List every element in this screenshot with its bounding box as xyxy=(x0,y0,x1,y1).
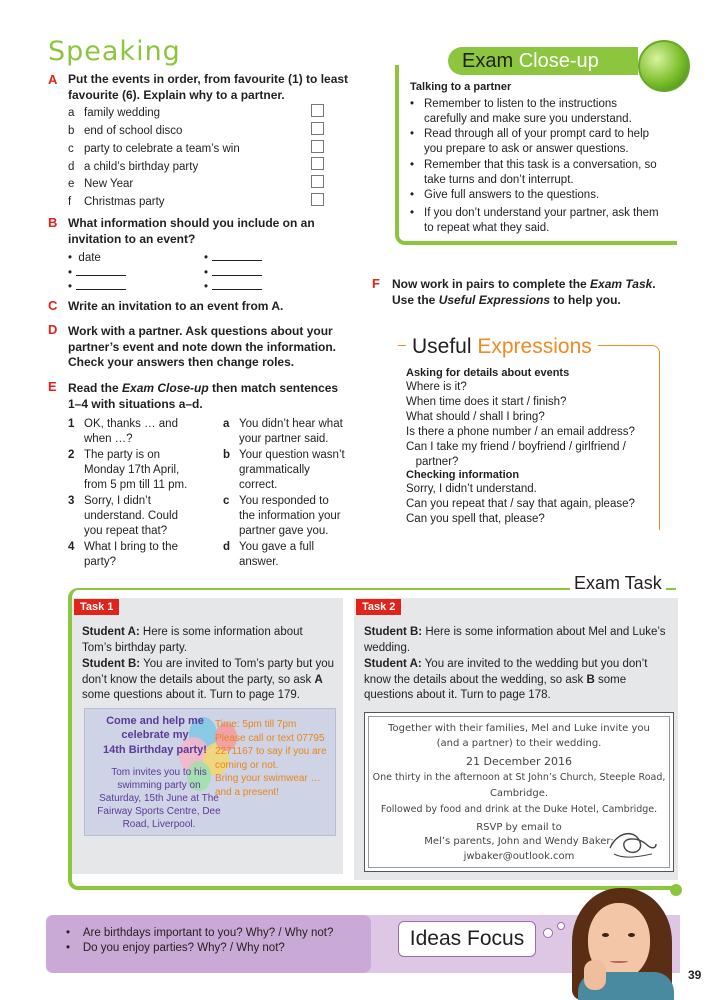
blank-field[interactable]: • xyxy=(68,266,126,281)
invite-body: Tom invites you to his swimming party on Saturday, 15th June at The Fairway Sports Centre, Dee Road, Liverpool. xyxy=(97,767,221,830)
task-1-tag: Task 1 xyxy=(74,599,119,615)
closeup-bullet: • Give full answers to the questions. xyxy=(410,189,600,201)
blank-field[interactable]: • xyxy=(68,280,126,295)
invite-details: Time: 5pm till 7pm Please call or text 07795 2271167 to say if you are coming or not. Bring your swimwear … and a present! xyxy=(215,719,327,798)
frame-dot-icon xyxy=(670,884,682,896)
expressions-heading: Asking for details about events xyxy=(406,367,570,379)
section-e-letter: E xyxy=(48,379,57,394)
rank-checkbox[interactable] xyxy=(311,157,324,170)
expression-line: What should / shall I bring? xyxy=(406,411,545,423)
blank-field[interactable]: • xyxy=(204,280,262,295)
task-2-student-b: Student B: Here is some information about Mel and Luke’s wedding. xyxy=(364,626,666,654)
page-number: 39 xyxy=(688,968,702,982)
rank-checkbox[interactable] xyxy=(311,193,324,206)
eye-icon xyxy=(602,933,609,937)
wedding-date: 21 December 2016 xyxy=(465,755,573,768)
section-c-letter: C xyxy=(48,298,58,313)
expression-line: Is there a phone number / an email address? xyxy=(406,426,635,438)
section-f-instruction: Now work in pairs to complete the Exam Task. Use the Useful Expressions to help you. xyxy=(392,277,656,307)
bullet-item: • date xyxy=(68,252,101,264)
ideas-question: • Do you enjoy parties? Why? / Why not? xyxy=(66,942,285,954)
expression-line: Sorry, I didn’t understand. xyxy=(406,483,537,495)
ideas-focus-title: Ideas Focus xyxy=(398,921,536,957)
list-item: a family wedding xyxy=(68,107,161,119)
expressions-heading: Checking information xyxy=(406,469,520,481)
thought-bubble-icon xyxy=(557,922,565,930)
section-f-letter: F xyxy=(372,276,380,291)
section-d-letter: D xyxy=(48,322,58,337)
closeup-bullet: • Remember that this task is a conversation, so take turns and don’t interrupt. xyxy=(410,159,657,186)
invite-heading: Come and help me celebrate my 14th Birthday party! xyxy=(103,715,207,756)
list-item: b end of school disco xyxy=(68,125,183,137)
section-a-letter: A xyxy=(48,72,58,87)
expression-line: partner? xyxy=(406,456,459,468)
rank-checkbox[interactable] xyxy=(311,122,324,135)
page-title: Speaking xyxy=(48,36,181,67)
exam-closeup-title: Exam Close-up xyxy=(448,47,638,75)
rank-checkbox[interactable] xyxy=(311,175,324,188)
thought-bubble-icon xyxy=(543,928,553,938)
section-b-letter: B xyxy=(48,215,58,230)
expression-line: When time does it start / finish? xyxy=(406,396,567,408)
wedding-email: jwbaker@outlook.com xyxy=(463,851,575,862)
task-1-student-a: Student A: Here is some information about Tom’s birthday party. xyxy=(82,626,303,654)
expression-line: Where is it? xyxy=(406,381,467,393)
rank-checkbox[interactable] xyxy=(311,104,324,117)
section-e-instruction: Read the Exam Close-up then match sentences 1–4 with situations a–d. xyxy=(68,381,339,411)
wedding-line: One thirty in the afternoon at St John’s Church, Steeple Road, xyxy=(372,772,666,783)
wedding-line: Together with their families, Mel and Luke invite you xyxy=(388,723,650,734)
wedding-line: (and a partner) to their wedding. xyxy=(436,738,602,749)
task-1-student-b: Student B: You are invited to Tom’s party but you don’t know the details about the party, so ask A some questions about it. Turn to page 179. xyxy=(82,658,335,702)
exam-task-title: Exam Task xyxy=(570,572,666,595)
section-c-instruction: Write an invitation to an event from A. xyxy=(68,299,284,313)
eye-icon xyxy=(628,933,635,937)
expression-line: Can you spell that, please? xyxy=(406,513,545,525)
flourish-icon xyxy=(606,826,658,860)
expression-line: Can you repeat that / say that again, please? xyxy=(406,498,635,510)
exam-closeup-subtitle: Talking to a partner xyxy=(410,81,512,93)
wedding-line: Mel’s parents, John and Wendy Baker: xyxy=(424,836,614,847)
list-item: f Christmas party xyxy=(68,196,165,208)
wedding-line: Followed by food and drink at the Duke Hotel, Cambridge. xyxy=(380,804,658,815)
list-item: c party to celebrate a team’s win xyxy=(68,143,240,155)
blank-field[interactable]: • xyxy=(204,251,262,266)
section-d-instruction: Work with a partner. Ask questions about your partner’s event and note down the information. Check your answers then change roles. xyxy=(68,324,337,370)
section-b-instruction: What information should you include on an invitation to an event? xyxy=(68,216,315,246)
blank-field[interactable]: • xyxy=(204,266,262,281)
tennis-ball-icon xyxy=(638,40,690,92)
wedding-line: Cambridge. xyxy=(489,788,549,799)
mouth-icon xyxy=(610,959,628,963)
list-item: e New Year xyxy=(68,178,134,190)
section-a-instruction: Put the events in order, from favourite (1) to least favourite (6). Explain why to a partner. xyxy=(68,72,349,102)
useful-expressions-title: Useful Expressions xyxy=(406,333,598,360)
expression-line: Can I take my friend / boyfriend / girlfriend / xyxy=(406,441,626,453)
closeup-bullet: • If you don’t understand your partner, ask them to repeat what they said. xyxy=(410,207,659,234)
girl-hand xyxy=(584,960,606,990)
ideas-question: • Are birthdays important to you? Why? / Why not? xyxy=(66,927,334,939)
wedding-line: RSVP by email to xyxy=(476,822,562,833)
task-2-tag: Task 2 xyxy=(356,599,401,615)
task-2-student-a: Student A: You are invited to the wedding but you don’t know the details about the wedding, so ask B some questions about it. Turn to page 178. xyxy=(364,658,648,702)
rank-checkbox[interactable] xyxy=(311,140,324,153)
closeup-bullet: • Remember to listen to the instructions carefully and make sure you understand. xyxy=(410,98,632,125)
closeup-bullet: • Read through all of your prompt card to help you prepare to ask or answer questions. xyxy=(410,128,650,155)
list-item: d a child’s birthday party xyxy=(68,161,199,173)
